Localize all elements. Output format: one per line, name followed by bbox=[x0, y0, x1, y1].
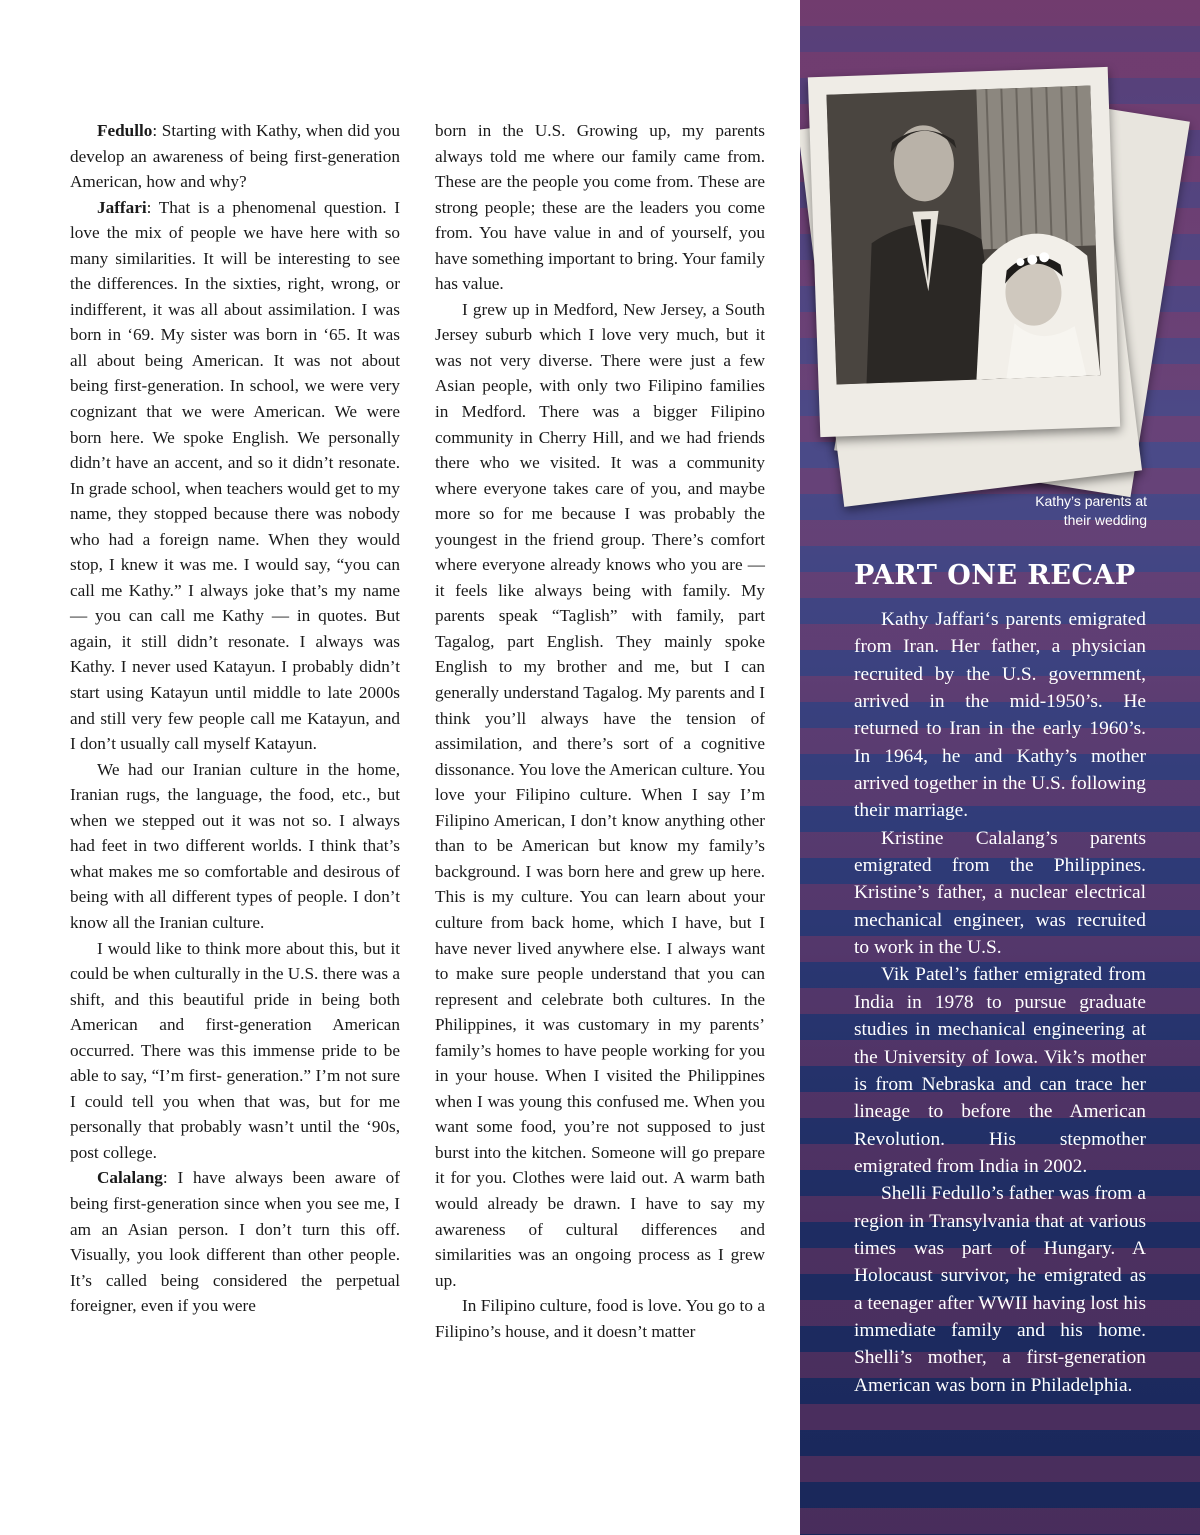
paragraph-text: : Starting with Kathy, when did you develop an awareness of being first-generation American, how and why? bbox=[70, 121, 400, 192]
paragraph-text: We had our Iranian culture in the home, Iranian rugs, the language, the food, etc., but when we stepped out it was not so. I always had feet in two different worlds. I think that’s what makes me so comfortable and desirous of being with all different types of people. I don’t know all the Iranian culture. bbox=[70, 759, 400, 932]
photo-caption-line: Kathy’s parents at bbox=[1035, 493, 1147, 509]
recap-paragraph: Shelli Fedullo’s father was from a region in Transylvania that at various times was part of Hungary. A Holocaust survivor, he emigrated as a teenager after WWII having lost his immediate family and his home. Shelli’s mother, a first-generation American was born in Philadelphia. bbox=[854, 1183, 1146, 1396]
recap-paragraph: Vik Patel’s father emigrated from India in 1978 to pursue graduate studies in mechanical engineering at the University of Iowa. Vik’s mother is from Nebraska and can trace her lineage to before the American Revolution. His stepmother emigrated from India in 2002. bbox=[854, 964, 1146, 1177]
recap-paragraph: Kathy Jaffari‘s parents emigrated from Iran. Her father, a physician recruited by the U.S. government, arrived in the mid-1950’s. He returned to Iran in the early 1960’s. In 1964, he and Kathy’s mother arrived together in the U.S. following their marriage. bbox=[854, 609, 1146, 822]
paragraph-text: : I have always been aware of being first-generation since when you see me, I am an Asian person. I don’t turn this off. Visually, you look different than other people. It’s called being considered the perpetual foreigner, even if you were bbox=[70, 1168, 400, 1316]
article-column-right bbox=[435, 118, 765, 1344]
paragraph-text: born in the U.S. Growing up, my parents always told me where our family came from. These are the people you come from. These are strong people; these are the leaders you come from. You have value in and of yourself, you have something important to bring. Your family has value. bbox=[435, 121, 765, 294]
speaker-name: Calalang bbox=[97, 1168, 163, 1188]
wedding-photo-illustration bbox=[826, 85, 1100, 384]
paragraph-text: I would like to think more about this, but it could be when culturally in the U.S. there was a shift, and this beautiful pride in being both American and first-generation American occurred. There was this immense pride to be able to say, “I’m first- generation.” I’m not sure I could tell you when that was, but for me personally that probably wasn’t until the ‘90s, post college. bbox=[70, 938, 400, 1162]
paragraph-continued bbox=[435, 118, 765, 297]
speaker-name: Fedullo bbox=[97, 121, 153, 140]
article-column-left bbox=[70, 118, 400, 1319]
speaker-name: Jaffari bbox=[97, 197, 147, 217]
paragraph bbox=[70, 757, 400, 936]
paragraph bbox=[70, 936, 400, 1166]
paragraph bbox=[70, 1165, 400, 1318]
paragraph-text: In Filipino culture, food is love. You go to a Filipino’s house, and it doesn’t matter bbox=[435, 1296, 765, 1341]
paragraph-text: : That is a phenomenal question. I love the mix of people we have here with so many similarities. It will be interesting to see the differences. In the sixties, right, wrong, or indifferent, it was all about assimilation. I was born in ‘69. My sister was born in ‘65. It was all about being American. It was not about being first-generation. In school, we were very cognizant that we were American. We were born here. We spoke English. We personally didn’t have an accent, and so it didn’t resonate. In grade school, when teachers would get to my name, they stopped because there was nobody who had a foreign name. When they would stop, I knew it was me. I would say, “you can call me Kathy.” I always joke that’s my name — you can call me Kathy — in quotes. But again, it still didn’t resonate. I always was Kathy. I never used Katayun. I probably didn’t start using Katayun until middle to late 2000s and still very few people call me Katayun, and I don’t usually call myself Katayun. bbox=[70, 197, 400, 754]
paragraph bbox=[435, 297, 765, 1293]
paragraph-text: I grew up in Medford, New Jersey, a South Jersey suburb which I love very much, but it was not very diverse. There were just a few Asian people, with only two Filipino families in Medford. There was a bigger Filipino community in Cherry Hill, and we had friends there who we visited. It was a community where everyone takes care of you, and maybe more so for me because I was probably the youngest in the friend group. There’s comfort where everyone already knows who you are — it feels like always being with family. My parents speak “Taglish” with family, part Tagalog, part English. They mainly spoke English to my brother and me, but I can generally understand Tagalog. My parents and I think you’ll always have the tension of assimilation, and there’s sort of a cognitive dissonance. You love the American culture. You love your Filipino culture. When I say I’m Filipino American, I don’t know anything other than to be American but know my family’s background. I was born here and grew up here. This is my culture. You can learn about your culture from back home, which I have, but I have never lived anywhere else. I always want to make sure people understand that you can represent and celebrate both cultures. In the Philippines, it was customary in my parents’ family’s homes to have people working for you in your house. When I visited the Philippines when I was young this confused me. When you want some food, you’re not supposed to just burst into the kitchen. Someone will go prepare it for you. Clothes were laid out. A warm bath would already be drawn. I have to say my awareness of cultural differences and similarities was an ongoing process as I grew up. bbox=[435, 299, 765, 1290]
wedding-photo bbox=[826, 85, 1100, 384]
recap-paragraph: Kristine Calalang’s parents emigrated from the Philippines. Kristine’s father, a nuclear electrical mechanical engineer, was recruited to work in the U.S. bbox=[854, 827, 1146, 959]
recap-sidebar bbox=[800, 0, 1200, 1535]
paragraph bbox=[70, 195, 400, 757]
paragraph bbox=[70, 118, 400, 195]
recap-title: PART ONE RECAP bbox=[854, 560, 1136, 591]
photo-caption bbox=[947, 492, 1147, 530]
photo-caption-line: their wedding bbox=[1063, 512, 1147, 528]
paragraph bbox=[435, 1293, 765, 1344]
recap-body bbox=[854, 606, 1146, 1399]
wedding-photo-polaroid bbox=[808, 67, 1120, 437]
